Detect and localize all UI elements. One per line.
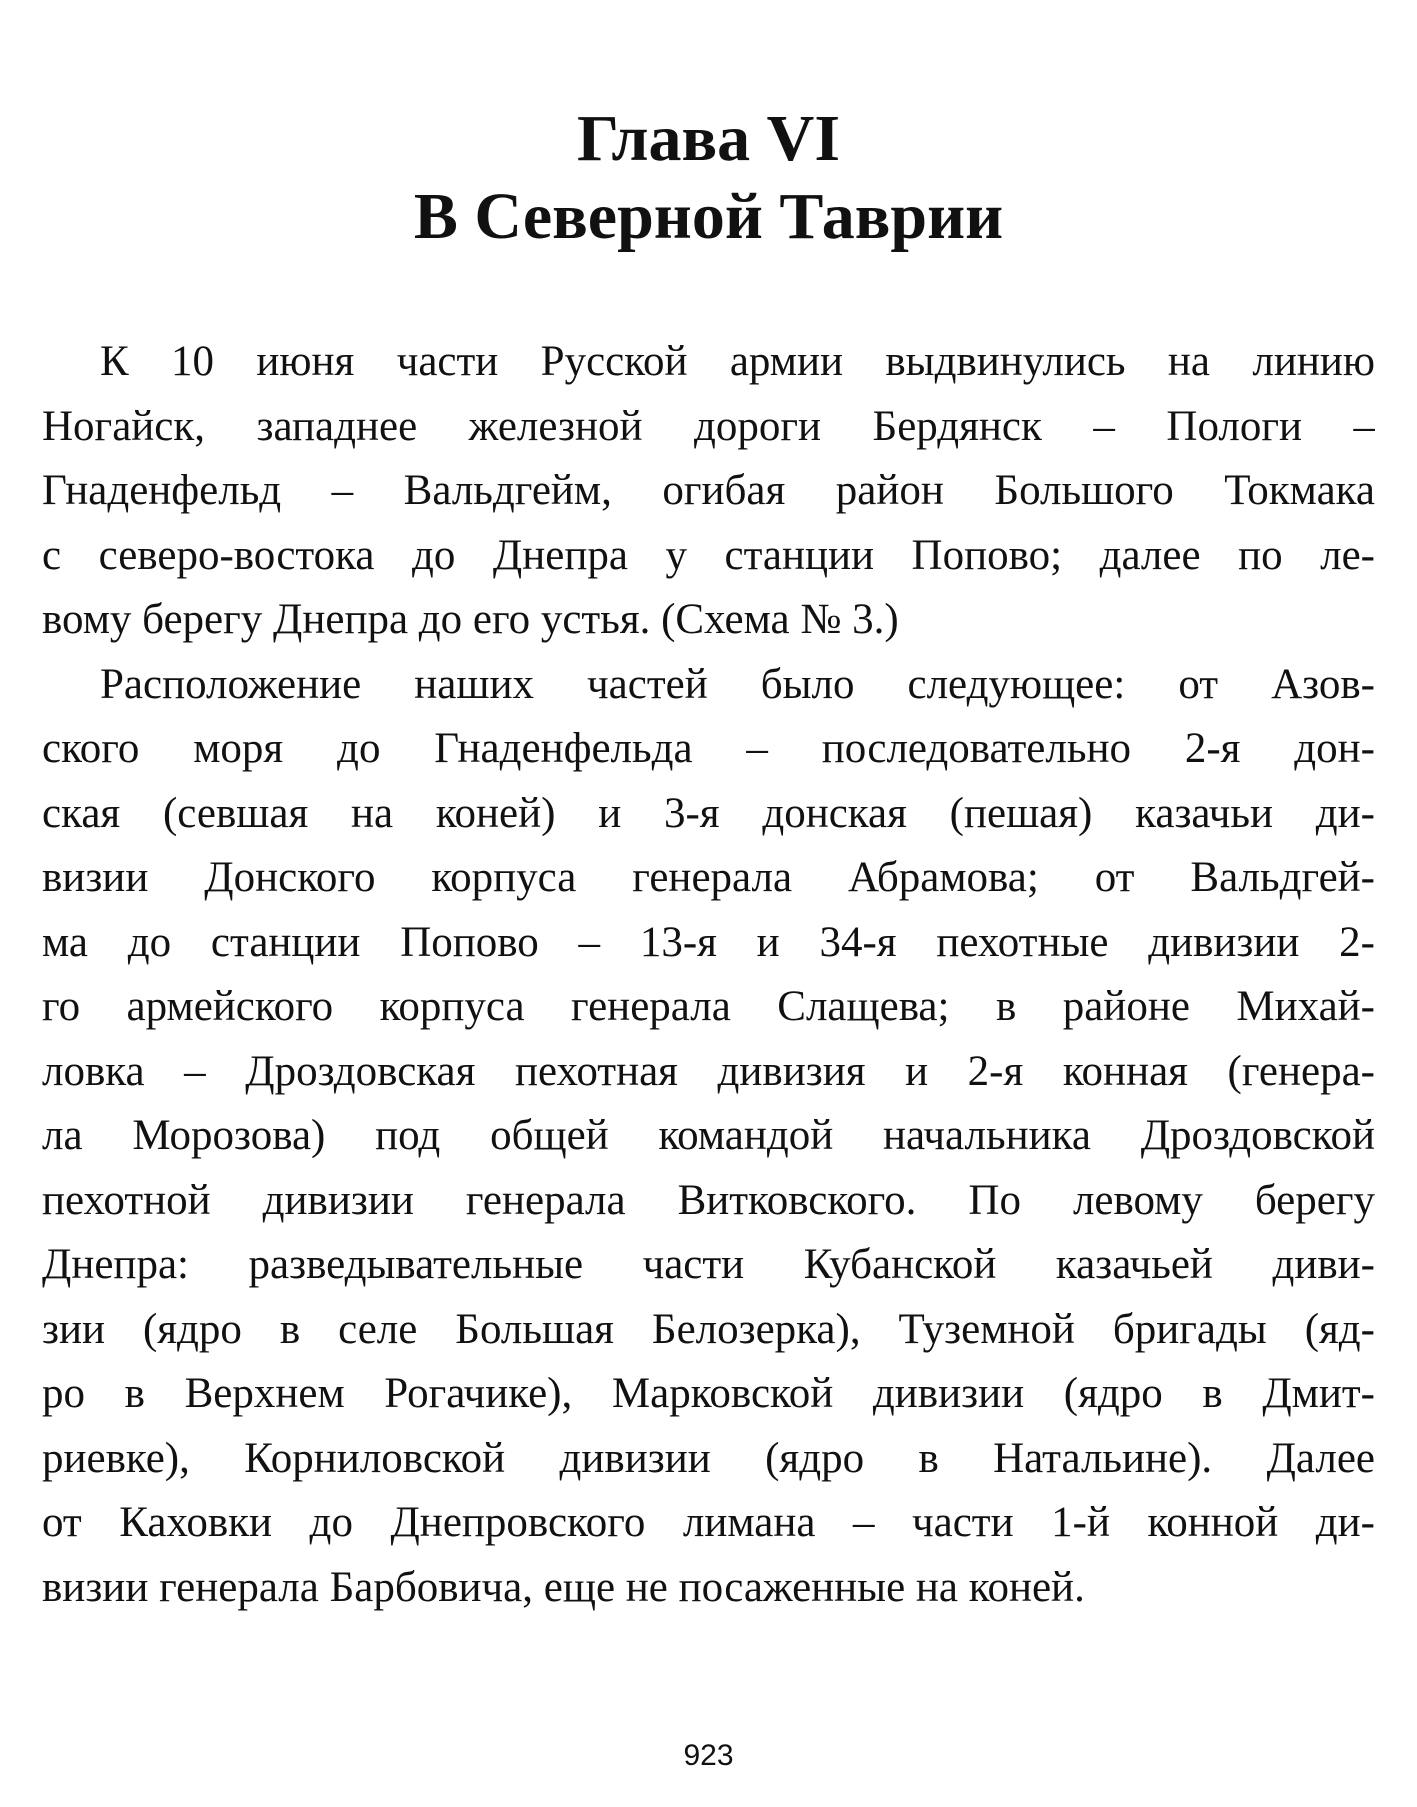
text-line: го армейского корпуса генерала Слащева; в районе Михай- <box>42 983 1375 1030</box>
chapter-heading <box>0 100 1417 256</box>
text-line: ского моря до Гнаденфельда – последовательно 2-я дон- <box>42 725 1375 772</box>
page-number: 923 <box>683 1739 734 1772</box>
text-line: Расположение наших частей было следующее: от Азов- <box>100 660 1375 708</box>
text-line: Ногайск, западнее железной дороги Бердянск – Пологи – <box>42 402 1375 450</box>
text-line: ловка – Дроздовская пехотная дивизия и 2-я конная (генера- <box>42 1047 1375 1095</box>
text-line: ская (севшая на коней) и 3-я донская (пешая) казачьи ди- <box>42 789 1375 837</box>
body-text <box>42 330 1375 1620</box>
paragraph-2 <box>42 653 1375 1621</box>
chapter-title: В Северной Таврии <box>413 179 1004 253</box>
chapter-number: Глава VI <box>576 102 841 175</box>
text-line: Днепра: разведывательные части Кубанской казачьей диви- <box>42 1241 1375 1288</box>
text-line: визии генерала Барбовича, еще не посаженные на коней. <box>42 1563 1085 1611</box>
text-line: с северо-востока до Днепра у станции Попово; далее по ле- <box>42 531 1375 579</box>
text-line: от Каховки до Днепровского лимана – части 1-й конной ди- <box>42 1499 1375 1546</box>
text-line: визии Донского корпуса генерала Абрамова; от Вальдгей- <box>42 854 1375 901</box>
text-line: ла Морозова) под общей командой начальника Дроздовской <box>42 1112 1375 1159</box>
text-line: риевке), Корниловской дивизии (ядро в Натальине). Далее <box>42 1434 1375 1482</box>
text-line: ма до станции Попово – 13-я и 34-я пехотные дивизии 2- <box>42 918 1375 966</box>
text-line: К 10 июня части Русской армии выдвинулись на линию <box>100 338 1375 385</box>
text-line: вому берегу Днепра до его устья. (Схема № 3.) <box>42 596 899 643</box>
text-line: Гнаденфельд – Вальдгейм, огибая район Большого Токмака <box>42 467 1375 514</box>
paragraph-1 <box>42 330 1375 653</box>
text-line: зии (ядро в селе Большая Белозерка), Туземной бригады (яд- <box>42 1305 1375 1353</box>
text-line: пехотной дивизии генерала Витковского. По левому берегу <box>42 1176 1375 1224</box>
text-line: ро в Верхнем Рогачике), Марковской дивизии (ядро в Дмит- <box>42 1370 1375 1417</box>
